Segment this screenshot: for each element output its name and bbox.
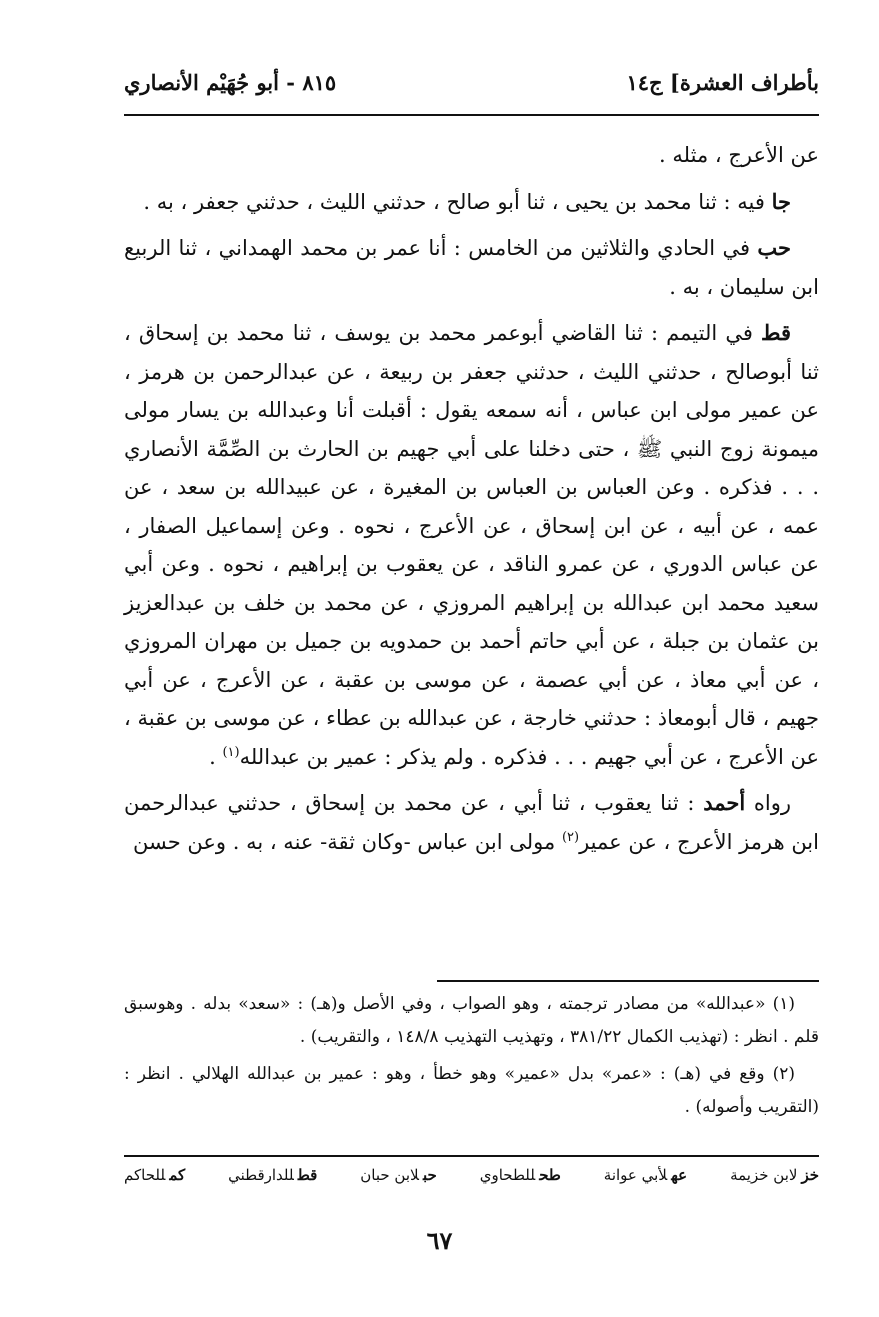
source-code-ja: جا	[771, 188, 791, 214]
abbrev-code: طح	[539, 1166, 561, 1184]
footnotes	[124, 988, 819, 1128]
footnote-1: (١) «عبدالله» من مصادر ترجمته ، وهو الصواب ، وفي الأصل و(هـ) : «سعد» بدله . وهوسبق قلم . انظر : (تهذيب الكمال ٣٨١/٢٢ ، وتهذيب التهذيب ١٤٨/٨ ، والتقريب) .	[124, 994, 819, 1047]
abbrev-code: خز	[801, 1166, 819, 1184]
abbrev-item	[124, 1166, 185, 1184]
footnote-ref-1[interactable]: (١)	[222, 744, 240, 760]
paragraph-5-text-2: مولى ابن عباس -وكان ثقة- عنه ، به . وعن حسن	[133, 829, 562, 854]
running-header	[124, 62, 819, 102]
source-code-hb: حب	[757, 235, 791, 260]
paragraph-3-text: في الحادي والثلاثين من الخامس : أنا عمر بن محمد الهمداني ، ثنا الربيع ابن سليمان ، به .	[124, 236, 819, 299]
abbrev-item	[228, 1166, 317, 1184]
paragraph-4-end: .	[209, 744, 223, 769]
abbrev-label: لابن خزيمة	[730, 1166, 798, 1184]
abbreviation-key	[124, 1166, 819, 1184]
abbreviation-rule	[124, 1155, 819, 1157]
abbrev-label: للدارقطني	[228, 1166, 294, 1184]
header-entry-title: ٨١٥ - أبو جُهَيْم الأنصاري	[124, 69, 337, 95]
source-code-qt: قط	[761, 320, 791, 345]
abbrev-code: عه	[671, 1166, 688, 1184]
footnote-2: (٢) وقع في (هـ) : «عمر» بدل «عمير» وهو خطأ ، وهو : عمير بن عبدالله الهلالي . انظر : (التقريب وأصوله) .	[124, 1064, 819, 1117]
header-book-title: بأطراف العشرة] ج١٤	[626, 69, 819, 95]
footnote-ref-2[interactable]: (٢)	[561, 829, 580, 845]
paragraph-5-start: رواه	[745, 791, 792, 815]
paragraph-2-text: فيه : ثنا محمد بن يحيى ، ثنا أبو صالح ، حدثني الليث ، حدثني جعفر ، به .	[143, 189, 772, 214]
header-rule	[124, 114, 819, 116]
abbrev-code: قط	[297, 1166, 318, 1184]
paragraph-5	[124, 784, 819, 861]
main-text	[124, 136, 819, 869]
abbrev-label: للطحاوي	[479, 1166, 536, 1184]
abbrev-item	[604, 1166, 687, 1184]
page-number: ٦٧	[426, 1226, 453, 1255]
abbrev-item	[360, 1166, 437, 1184]
abbrev-item	[480, 1166, 561, 1184]
paragraph-4-text: في التيمم : ثنا القاضي أبوعمر محمد بن يوسف ، ثنا محمد بن إسحاق ، ثنا أبوصالح ، حدثني الليث ، حدثني جعفر بن ربيعة ، عن عبدالرحمن بن هرمز ، عن عمير مولى ابن عباس ، أنه سمعه يقول : أقبلت أنا وعبدالله بن يسار مولى ميمونة زوج النبي ﷺ ، حتى دخلنا على أبي جهيم بن الحارث بن الصِّمَّة الأنصاري . . . فذكره . وعن العباس بن العباس بن المغيرة ، عن عبيدالله بن سعد ، عن عمه ، عن أبيه ، عن ابن إسحاق ، عن الأعرج ، نحوه . وعن إسماعيل الصفار ، عن عباس الدوري ، عن عمرو الناقد ، عن يعقوب بن إبراهيم ، نحوه . وعن أبي سعيد محمد ابن عبدالله بن إبراهيم المروزي ، عن محمد بن خلف بن عبدالعزيز بن عثمان بن جبلة ، عن أبي حاتم أحمد بن حمدويه بن جميل بن مهران المروزي ، عن أبي معاذ ، عن أبي عصمة ، عن موسى بن عقبة ، عن الأعرج ، عن أبي جهيم ، قال أبومعاذ : حدثني خارجة ، عن عبدالله بن عطاء ، عن موسى بن عقبة ، عن الأعرج ، عن أبي جهيم . . . فذكره . ولم يذكر : عمير بن عبدالله	[124, 321, 819, 769]
abbrev-label: لأبي عوانة	[603, 1166, 668, 1184]
abbrev-label: لابن حبان	[360, 1166, 419, 1184]
abbrev-code: كم	[169, 1166, 186, 1184]
abbrev-label: للحاكم	[124, 1166, 166, 1184]
paragraph-3	[124, 229, 819, 306]
paragraph-5-text-1: : ثنا يعقوب ، ثنا أبي ، عن محمد بن إسحاق ، حدثني عبدالرحمن ابن هرمز الأعرج ، عن عمير	[124, 791, 819, 854]
abbrev-code: حب	[422, 1166, 437, 1184]
abbrev-item	[730, 1166, 819, 1184]
paragraph-4	[124, 314, 819, 776]
footnote-rule	[437, 980, 819, 982]
source-code-ahmad: أحمد	[703, 790, 746, 815]
paragraph-2	[124, 183, 819, 222]
paragraph-1: عن الأعرج ، مثله .	[659, 143, 819, 167]
